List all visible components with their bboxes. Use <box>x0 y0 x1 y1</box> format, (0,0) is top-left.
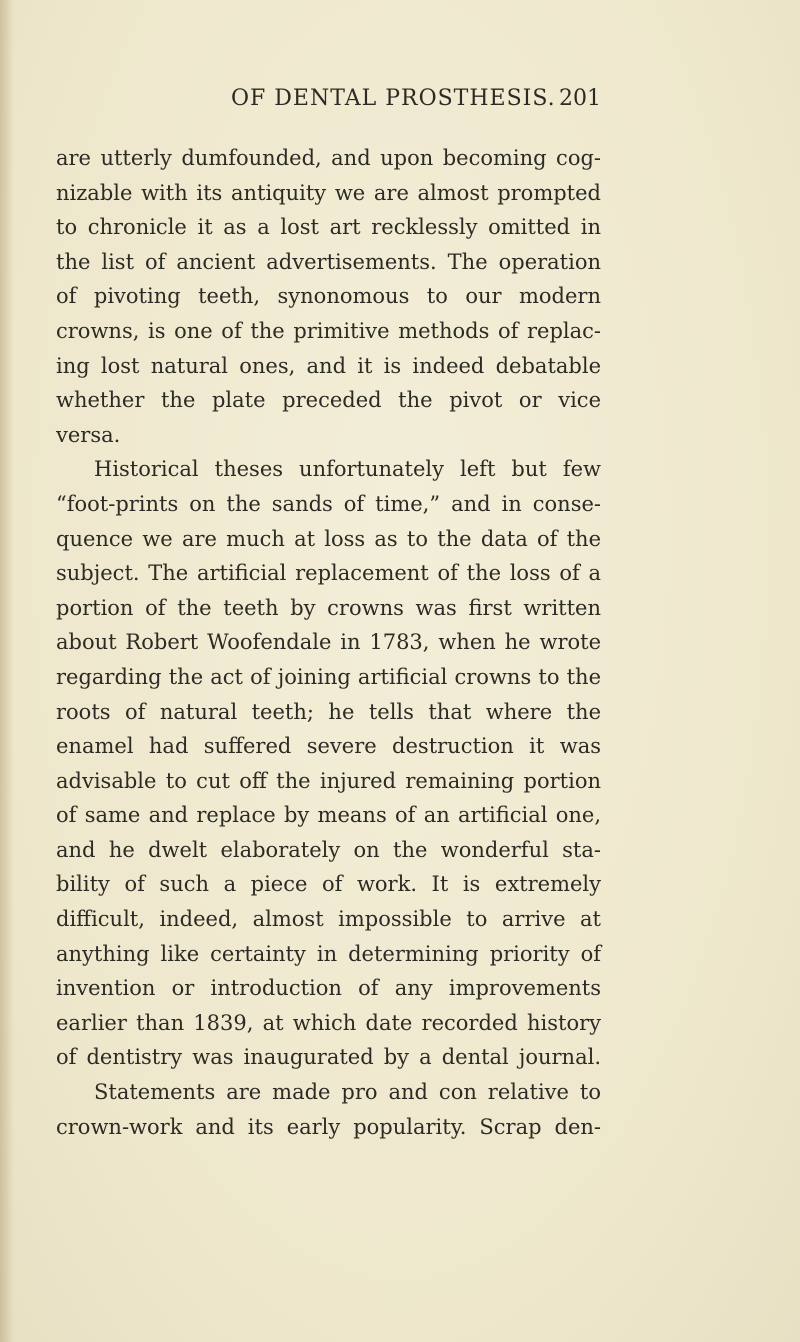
text-line: whether the plate preceded the pivot or vice <box>56 388 601 413</box>
text-line: ing lost natural ones, and it is indeed debatable <box>56 353 601 378</box>
text-line: advisable to cut off the injured remaining portion <box>56 768 601 793</box>
text-line: bility of such a piece of work. It is extremely <box>56 872 601 897</box>
text-line: of same and replace by means of an artificial one, <box>56 803 601 828</box>
text-line: invention or introduction of any improvements <box>56 976 601 1001</box>
text-line: subject. The artificial replacement of the loss of a <box>56 561 601 586</box>
text-line: the list of ancient advertisements. The operation <box>56 249 601 274</box>
text-line: and he dwelt elaborately on the wonderful sta- <box>56 837 601 862</box>
text-line: about Robert Woofendale in 1783, when he wrote <box>56 630 601 655</box>
text-line: Statements are made pro and con relative to <box>94 1080 601 1105</box>
text-line: Historical theses unfortunately left but few <box>94 457 601 482</box>
text-line: regarding the act of joining artificial crowns to the <box>56 664 601 689</box>
text-line: roots of natural teeth; he tells that where the <box>56 699 601 724</box>
text-line: versa. <box>56 422 121 447</box>
text-line: nizable with its antiquity we are almost prompted <box>56 180 601 205</box>
text-line: of pivoting teeth, synonomous to our modern <box>56 284 601 309</box>
body-text <box>56 141 601 1144</box>
text-line: to chronicle it as a lost art recklessly omitted in <box>56 215 601 240</box>
page-number: 201 <box>559 86 601 111</box>
text-line: earlier than 1839, at which date recorded history <box>56 1010 601 1035</box>
text-line: enamel had suffered severe destruction it was <box>56 734 601 759</box>
text-line: of dentistry was inaugurated by a dental journal. <box>56 1045 601 1070</box>
running-title: OF DENTAL PROSTHESIS. <box>231 86 556 111</box>
text-line: anything like certainty in determining priority of <box>56 941 601 966</box>
text-line: “foot-prints on the sands of time,” and in conse- <box>56 491 601 516</box>
text-line: portion of the teeth by crowns was first written <box>56 595 601 620</box>
text-line: quence we are much at loss as to the data of the <box>56 526 601 551</box>
text-line: crowns, is one of the primitive methods of replac- <box>56 318 601 343</box>
text-line: difficult, indeed, almost impossible to arrive at <box>56 907 601 932</box>
page-header <box>56 86 601 126</box>
text-line: crown-work and its early popularity. Scrap den- <box>56 1114 601 1139</box>
text-line: are utterly dumfounded, and upon becoming cog- <box>56 146 601 170</box>
